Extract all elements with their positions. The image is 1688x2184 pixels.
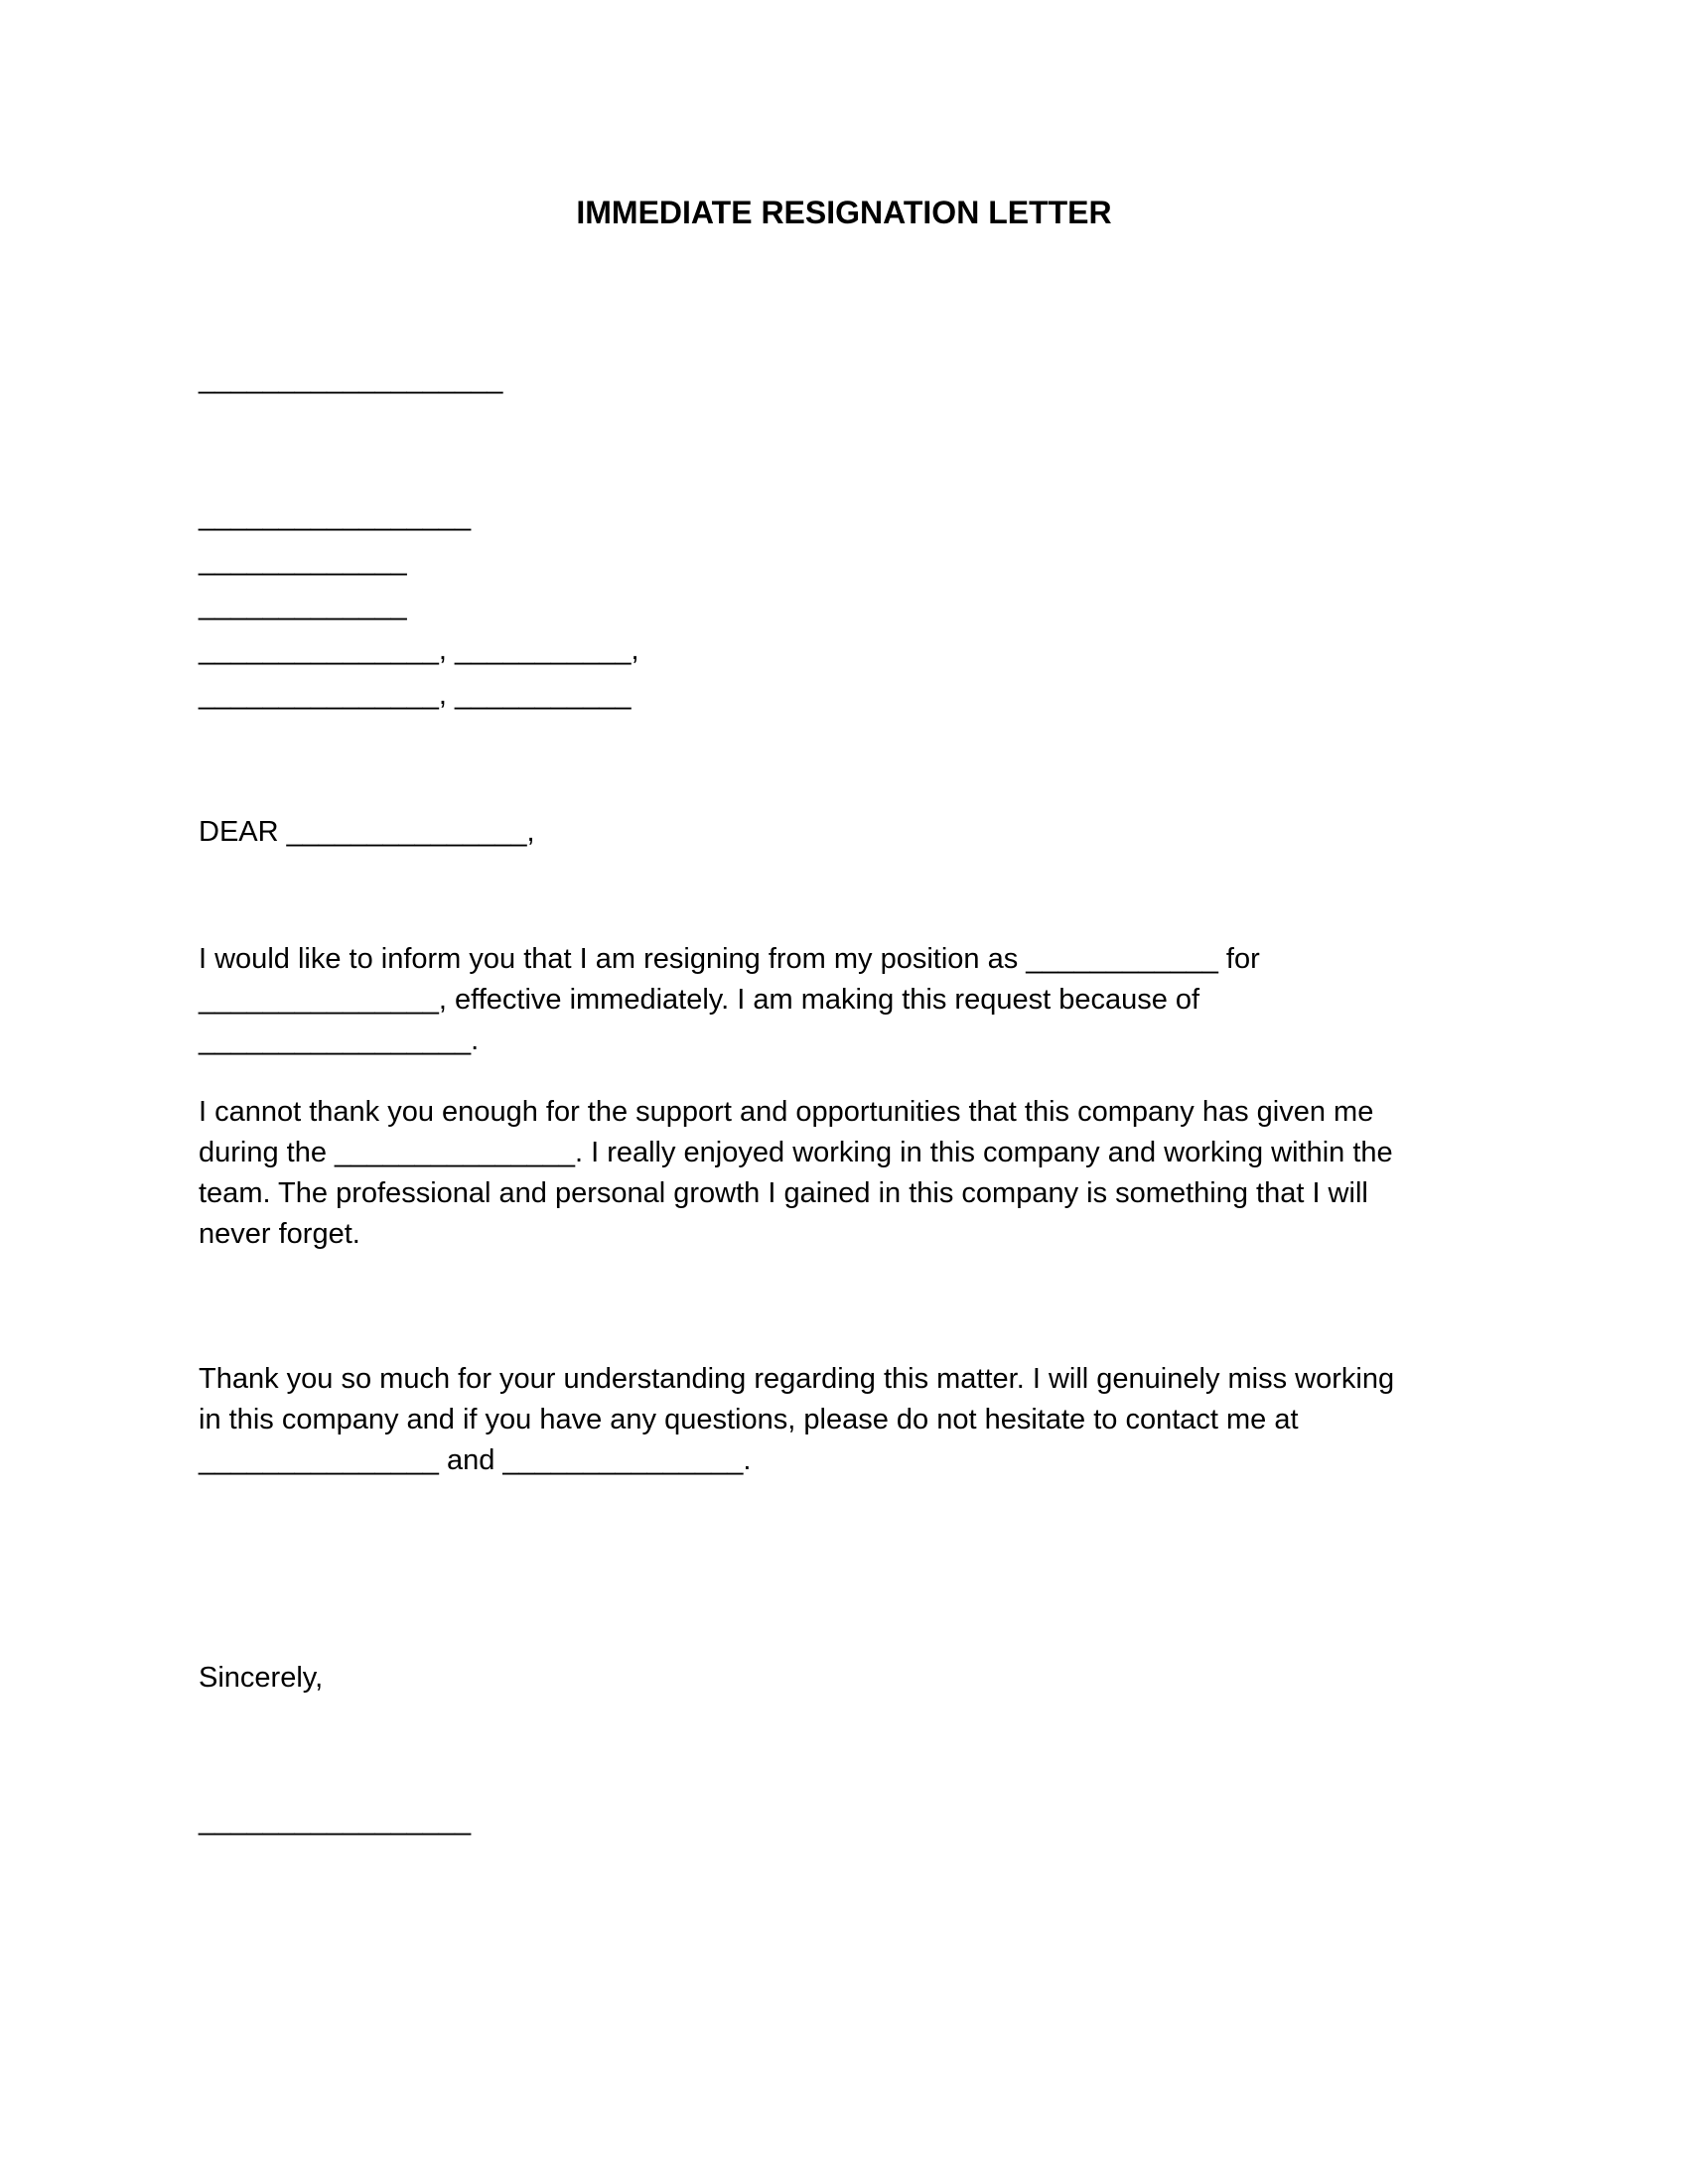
date-blank: ___________________	[199, 363, 503, 395]
paragraph-line: during the _______________. I really enjoyed working in this company and working within the	[199, 1137, 1393, 1168]
paragraph-line: in this company and if you have any questions, please do not hesitate to contact me at	[199, 1404, 1299, 1435]
recipient-address-line-5: _______________, ___________	[199, 679, 632, 711]
paragraph-line: _______________ and _______________.	[199, 1444, 752, 1476]
paragraph-thanks	[199, 1092, 1393, 1255]
recipient-address-line-2: _____________	[199, 545, 407, 577]
recipient-address-line-1: _________________	[199, 500, 472, 532]
paragraph-line: I cannot thank you enough for the support and opportunities that this company has given me	[199, 1096, 1374, 1128]
salutation: DEAR _______________,	[199, 816, 535, 848]
paragraph-line: _______________, effective immediately. I am making this request because of	[199, 984, 1200, 1016]
signature-blank: _________________	[199, 1805, 472, 1837]
recipient-address-line-4: _______________, ___________,	[199, 634, 639, 666]
paragraph-line: I would like to inform you that I am resigning from my position as ____________ for	[199, 943, 1260, 975]
closing: Sincerely,	[199, 1662, 324, 1694]
paragraph-line: Thank you so much for your understanding regarding this matter. I will genuinely miss working	[199, 1363, 1395, 1395]
recipient-address-line-3: _____________	[199, 590, 407, 621]
paragraph-line: _________________.	[199, 1024, 480, 1056]
paragraph-line: team. The professional and personal growth I gained in this company is something that I will	[199, 1177, 1368, 1209]
paragraph-contact	[199, 1359, 1394, 1481]
paragraph-line: never forget.	[199, 1218, 360, 1250]
letter-title: IMMEDIATE RESIGNATION LETTER	[576, 195, 1112, 230]
paragraph-resignation	[199, 939, 1260, 1061]
